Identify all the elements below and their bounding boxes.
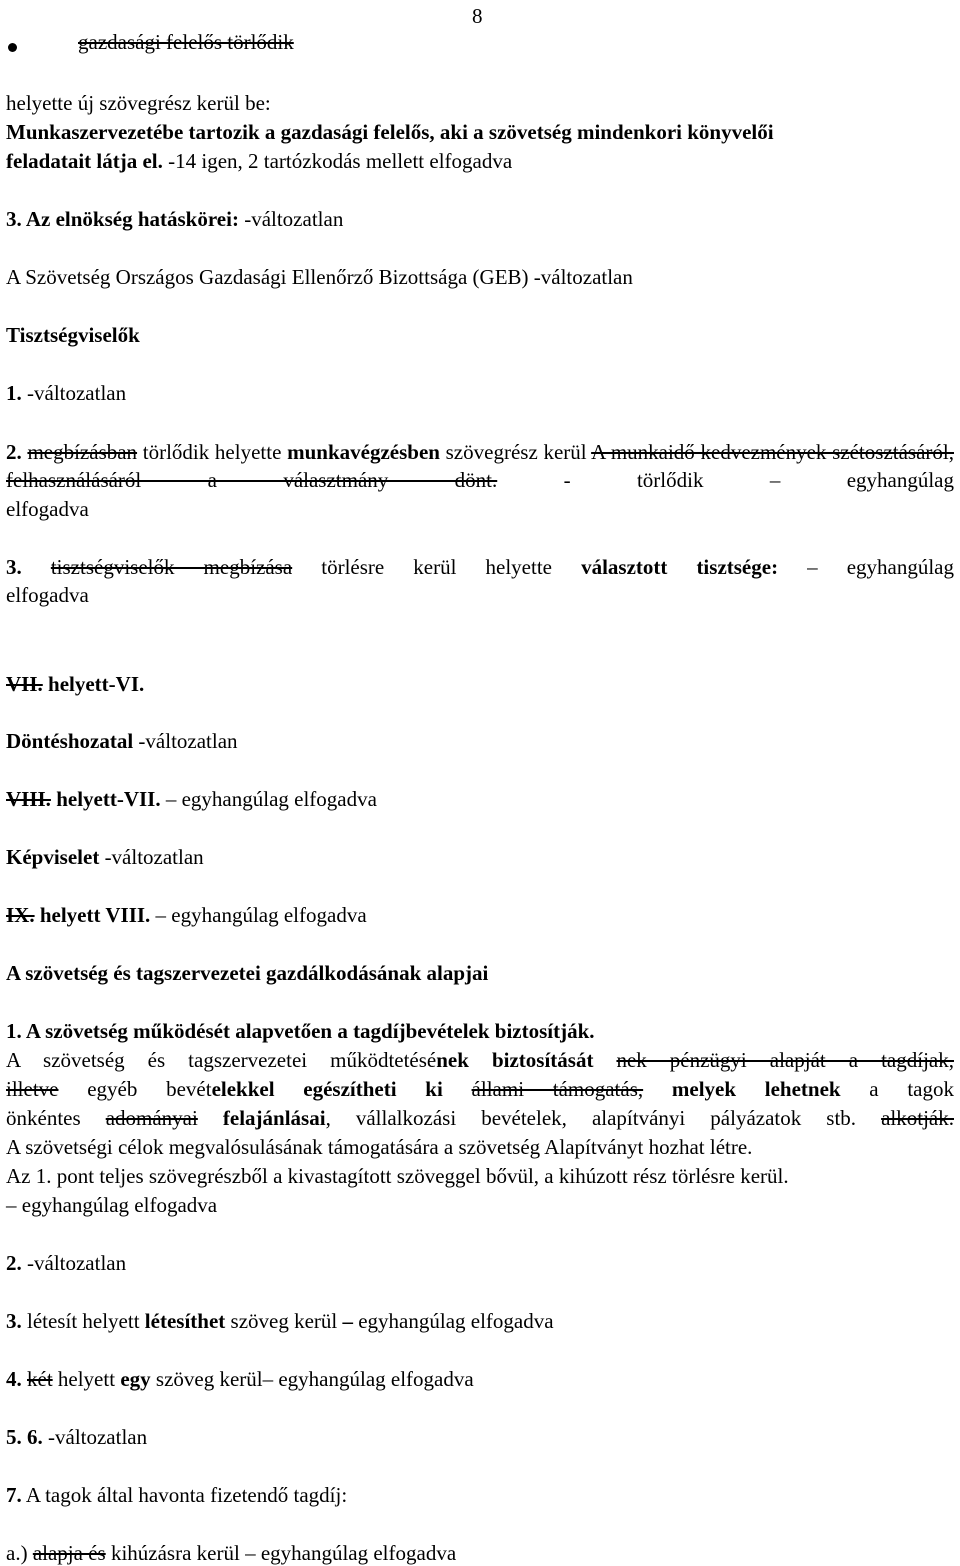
paragraph-line-e: Az 1. pont teljes szövegrészből a kivastagított szöveggel bővül, a kihúzott rész törlésre kerül. xyxy=(6,1164,789,1188)
ix-line: IX. helyett VIII. – egyhangúlag elfogadva xyxy=(6,903,367,927)
item-4-line: 4. két helyett egy szöveg kerül– egyhangúlag elfogadva xyxy=(6,1367,474,1391)
page-number: 8 xyxy=(472,4,483,28)
item-a-line: a.) alapja és kihúzásra kerül – egyhangúlag elfogadva xyxy=(6,1541,457,1565)
szovetseg-mukodeset-line: 1. A szövetség működését alapvetően a tagdíjbevételek biztosítják. xyxy=(6,1019,595,1043)
bullet-icon xyxy=(8,43,17,52)
alapjai-heading: A szövetség és tagszervezetei gazdálkodásának alapjai xyxy=(6,961,489,985)
item-1-line: 1. -változatlan xyxy=(6,381,127,405)
paragraph-line-f: – egyhangúlag elfogadva xyxy=(6,1193,218,1217)
paragraph-line-a: A szövetség és tagszervezetei működtetésének biztosítását nek pénzügyi alapját a tagdíjak, xyxy=(6,1048,954,1072)
item-3-line: 3. tisztségviselők megbízása törlésre kerül helyette választott tisztsége: – egyhangúlag xyxy=(6,555,955,579)
feladatait-line: feladatait látja el. -14 igen, 2 tartózkodás mellett elfogadva xyxy=(6,149,513,173)
item-56-line: 5. 6. -változatlan xyxy=(6,1425,148,1449)
vii-line: VII. helyett-VI. xyxy=(6,672,145,696)
item-3b-line: 3. létesít helyett létesíthet szöveg kerül – egyhangúlag elfogadva xyxy=(6,1309,554,1333)
helyette-line: helyette új szövegrész kerül be: xyxy=(6,91,271,115)
item-7-line: 7. A tagok által havonta fizetendő tagdíj: xyxy=(6,1483,348,1507)
donteshozatal-line: Döntéshozatal -változatlan xyxy=(6,729,238,753)
paragraph-line-b: illetve egyéb bevételekkel egészítheti ki állami támogatás, melyek lehetnek a tagok xyxy=(6,1077,955,1101)
tisztsegviselok-heading: Tisztségviselők xyxy=(6,323,140,347)
elnokseg-line: 3. Az elnökség hatáskörei: -változatlan xyxy=(6,207,344,231)
item-2-paragraph: 2. megbízásban törlődik helyette munkavégzésben szövegrész kerül A munkaidő kedvezmények szétosztásáról, felhasználásáról a választmány dönt. - törlődik – egyhangúlag xyxy=(6,440,954,492)
paragraph-line-d: A szövetségi célok megvalósulásának támogatására a szövetség Alapítványt hozhat létre. xyxy=(6,1135,753,1159)
item-3-last-line: elfogadva xyxy=(6,583,89,607)
item-2-last-line: elfogadva xyxy=(6,497,89,521)
kepviselet-line: Képviselet -változatlan xyxy=(6,845,204,869)
munkaszervezet-line: Munkaszervezetébe tartozik a gazdasági felelős, aki a szövetség mindenkori könyvelői xyxy=(6,120,774,144)
paragraph-line-c: önkéntes adományai felajánlásai, vállalkozási bevételek, alapítványi pályázatok stb. alkotják. xyxy=(6,1106,954,1130)
bullet-item: gazdasági felelős törlődik xyxy=(78,30,294,54)
viii-line: VIII. helyett-VII. – egyhangúlag elfogadva xyxy=(6,787,377,811)
item-2b-line: 2. -változatlan xyxy=(6,1251,127,1275)
geb-line: A Szövetség Országos Gazdasági Ellenőrző Bizottsága (GEB) -változatlan xyxy=(6,265,633,289)
